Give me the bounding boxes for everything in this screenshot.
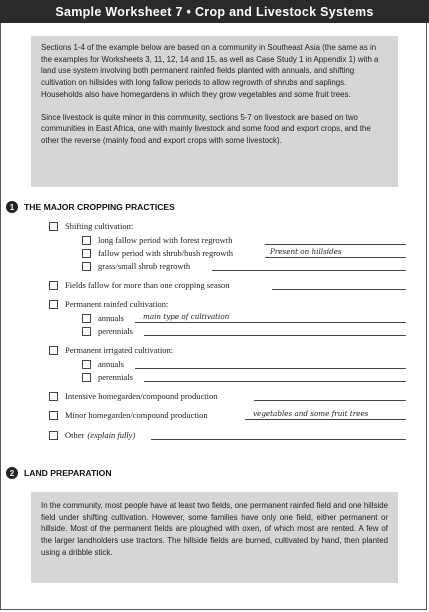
long-fallow-row [82,235,232,245]
land-preparation-note [31,492,398,583]
long-fallow-label: long fallow period with forest regrowth [98,235,233,245]
section-2-title: LAND PREPARATION [24,468,112,478]
rainfed-perennials-label: perennials [98,326,133,336]
other-hint: (explain fully) [87,430,136,440]
rainfed-perennials-row [82,326,133,336]
fallow-season-label: Fields fallow for more than one cropping season [65,280,230,290]
irrigated-perennials-checkbox[interactable] [82,373,91,382]
rainfed-label: Permanent rainfed cultivation: [65,299,169,309]
worksheet-title-bar [0,0,429,23]
intensive-homegarden-checkbox[interactable] [49,392,58,401]
rainfed-annuals-row [82,313,124,323]
shrub-fallow-row [82,248,233,258]
intro-note [31,36,398,187]
other-row [49,430,135,440]
grass-fallow-checkbox[interactable] [82,262,91,271]
shrub-fallow-label: fallow period with shrub/bush regrowth [98,248,234,258]
fallow-season-answer-line[interactable] [272,289,406,290]
minor-homegarden-answer-line[interactable] [245,419,406,420]
grass-fallow-label: grass/small shrub regrowth [98,261,191,271]
intro-paragraph-1: Sections 1-4 of the example below are based on a community in Southeast Asia (the same as in the examples for Worksheets 3, 11, 12, 14 and 15, as well as Case Study 1 in Appendix 1) with a land use system involving both permanent rainfed fields planted with annuals, and shifting cultivation on hillsides with long fallow periods to allow regrowth of shrubs and saplings. Households also have homegardens in which they grow vegetables and some fruit trees. [41,43,379,99]
rainfed-annuals-answer-line[interactable] [135,322,406,323]
irrigated-perennials-answer-line[interactable] [144,381,406,382]
irrigated-annuals-checkbox[interactable] [82,360,91,369]
shrub-fallow-answer-line[interactable] [265,257,406,258]
other-answer-line[interactable] [151,439,406,440]
intensive-homegarden-label: Intensive homegarden/compound production [65,391,218,401]
shifting-cultivation-checkbox[interactable] [49,222,58,231]
shifting-cultivation-row [49,221,133,231]
long-fallow-answer-line[interactable] [265,244,406,245]
grass-fallow-row [82,261,190,271]
irrigated-checkbox[interactable] [49,346,58,355]
irrigated-annuals-row [82,359,124,369]
other-checkbox[interactable] [49,431,58,440]
section-1-title: THE MAJOR CROPPING PRACTICES [24,202,175,212]
intro-paragraph-2: Since livestock is quite minor in this community, sections 5-7 on livestock are based on two communities in East Africa, one with mainly livestock and some food and export crops, and the other the reverse (mainly food and export crops with some livestock). [41,112,371,145]
section-number-1: 1 [6,201,18,213]
irrigated-perennials-row [82,372,133,382]
section-1-heading [6,201,175,213]
grass-fallow-answer-line[interactable] [212,270,406,271]
section-number-2: 2 [6,467,18,479]
rainfed-checkbox[interactable] [49,300,58,309]
rainfed-perennials-checkbox[interactable] [82,327,91,336]
irrigated-perennials-label: perennials [98,372,133,382]
worksheet-title: Sample Worksheet 7 • Crop and Livestock Systems [55,4,374,19]
rainfed-row [49,299,168,309]
long-fallow-checkbox[interactable] [82,236,91,245]
rainfed-annuals-label: annuals [98,313,124,323]
minor-homegarden-label: Minor homegarden/compound production [65,410,208,420]
other-label: Other [65,430,85,440]
irrigated-annuals-label: annuals [98,359,124,369]
irrigated-label: Permanent irrigated cultivation: [65,345,174,355]
shifting-cultivation-label: Shifting cultivation: [65,221,134,231]
section-2-heading [6,467,112,479]
rainfed-annuals-checkbox[interactable] [82,314,91,323]
minor-homegarden-row [49,410,208,420]
intensive-homegarden-row [49,391,218,401]
intensive-homegarden-answer-line[interactable] [254,400,406,401]
rainfed-annuals-answer: main type of cultivation [143,312,230,321]
minor-homegarden-answer: vegetables and some fruit trees [253,409,369,418]
land-preparation-text: In the community, most people have at least two fields, one permanent rainfed field and one hillside field under shifting cultivation. However, some families have only one field, either permanent or hillside. Most of the permanent fields are ploughed with oxen, of which most are rented. A few of the larger landholders use tractors. The hillside fields are burned, cultivated by hand, then planted using a dribble stick. [41,501,388,557]
irrigated-annuals-answer-line[interactable] [135,368,406,369]
shrub-fallow-answer: Present on hillsides [270,247,342,256]
shrub-fallow-checkbox[interactable] [82,249,91,258]
rainfed-perennials-answer-line[interactable] [144,335,406,336]
minor-homegarden-checkbox[interactable] [49,411,58,420]
fallow-season-row [49,280,230,290]
irrigated-row [49,345,173,355]
fallow-season-checkbox[interactable] [49,281,58,290]
